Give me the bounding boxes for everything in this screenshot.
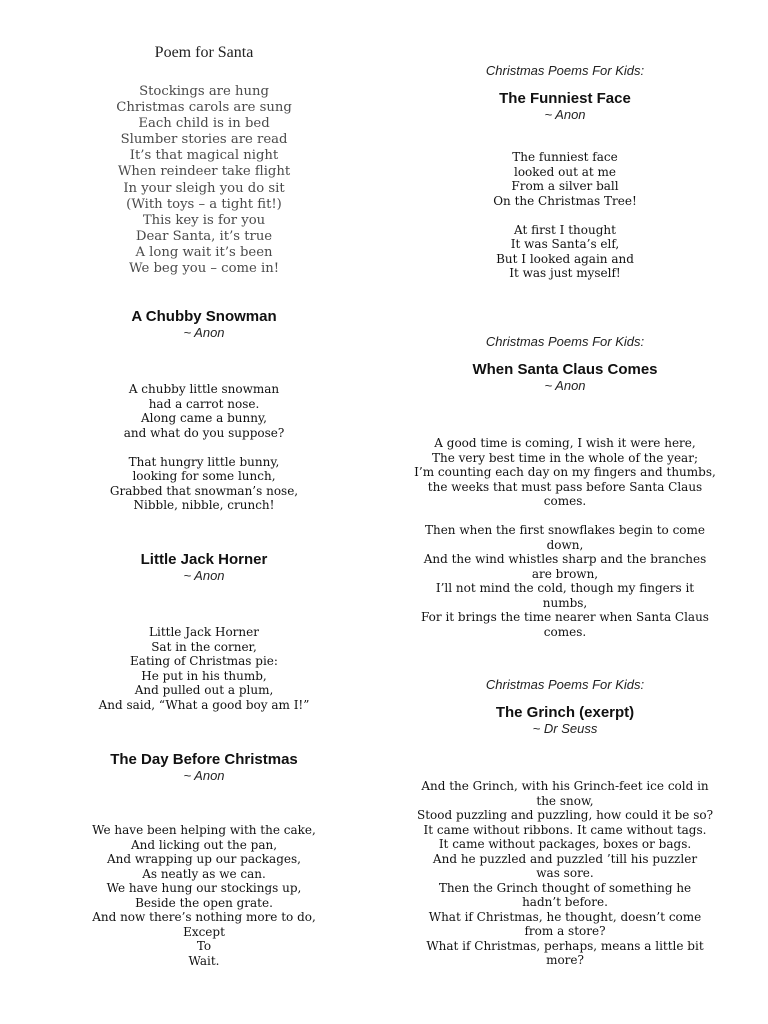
poem-line: Christmas carols are sung — [116, 100, 292, 116]
poem-line: Slumber stories are read — [120, 132, 288, 148]
poem-line: Stockings are hung — [139, 84, 269, 99]
poem-line: I’ll not mind the cold, though my fingers it numbs, — [435, 581, 695, 610]
stanza-break — [465, 208, 665, 223]
poem-line: And the Grinch, with his Grinch-feet ice cold in the snow, — [421, 779, 709, 808]
poem-line: Beside the open grate. — [135, 895, 273, 910]
poem-line: Along came a bunny, — [141, 411, 267, 425]
section-kicker: Christmas Poems For Kids: — [485, 334, 645, 349]
poem-for-santa — [90, 44, 318, 277]
poem-body — [405, 436, 725, 639]
poem-title: The Funniest Face — [499, 90, 631, 107]
poem-line: Dear Santa, it’s true — [135, 228, 273, 244]
poem-line: In your sleigh you do sit — [123, 180, 285, 196]
poem-body — [90, 823, 318, 968]
section-kicker: Christmas Poems For Kids: — [485, 63, 645, 78]
poem-title: A Chubby Snowman — [131, 308, 277, 325]
poem-line: Each child is in bed — [138, 116, 270, 132]
poem-line: (With toys – a tight fit!) — [126, 196, 282, 212]
poem-line: Then the Grinch thought of something he hadn’t before. — [438, 880, 692, 909]
poem-line: Then when the first snowflakes begin to come down, — [424, 523, 706, 552]
poem-author: ~ Dr Seuss — [532, 721, 598, 736]
poem-line: It came without ribbons. It came without tags. — [423, 822, 707, 837]
funniest-face — [405, 63, 725, 281]
poem-line: From a silver ball — [511, 179, 619, 193]
when-santa-claus-comes — [405, 334, 725, 639]
poem-line: We have been helping with the cake, — [92, 823, 316, 837]
poem-line: We have hung our stockings up, — [106, 881, 302, 895]
stanza-break — [90, 440, 318, 455]
poem-line: Grabbed that snowman’s nose, — [109, 483, 299, 498]
poem-line: I’m counting each day on my fingers and thumbs, — [414, 465, 716, 479]
poem-line: Stood puzzling and puzzling, how could it be so? — [416, 808, 714, 822]
poem-line: What if Christmas, he thought, doesn’t come from a store? — [428, 909, 702, 938]
poem-title: The Day Before Christmas — [110, 751, 298, 768]
poem-title: Poem for Santa — [154, 44, 254, 61]
day-before-christmas — [90, 751, 318, 968]
poem-line: had a carrot nose. — [148, 396, 260, 411]
poem-line: A chubby little snowman — [128, 382, 280, 396]
poem-author: ~ Anon — [183, 325, 225, 340]
poem-body — [405, 150, 725, 281]
poem-line: And now there’s nothing more to do, — [92, 910, 316, 924]
poem-line: Eating of Christmas pie: — [130, 654, 278, 668]
stanza-break — [407, 509, 723, 524]
poem-line: On the Christmas Tree! — [493, 193, 637, 208]
poem-author: ~ Anon — [544, 378, 586, 393]
little-jack-horner — [90, 551, 318, 712]
poem-line: Sat in the corner, — [151, 639, 257, 654]
poem-line: And licking out the pan, — [130, 837, 278, 852]
poem-line: It’s that magical night — [129, 148, 279, 164]
poem-line: He put in his thumb, — [141, 668, 267, 683]
poem-line: What if Christmas, perhaps, means a little bit more? — [426, 938, 704, 967]
poem-line: When reindeer take flight — [117, 164, 291, 180]
poem-line: It was just myself! — [509, 266, 621, 280]
the-grinch — [405, 677, 725, 968]
poem-line: Wait. — [188, 953, 220, 968]
poem-title: Little Jack Horner — [140, 551, 268, 568]
poem-line: For it brings the time nearer when Santa Claus comes. — [421, 610, 709, 639]
poem-body — [90, 625, 318, 712]
poem-line: But I looked again and — [496, 251, 634, 266]
poem-line: It came without packages, boxes or bags. — [438, 837, 692, 851]
poem-line: Except — [183, 924, 225, 939]
poem-line: And the wind whistles sharp and the branches are brown, — [423, 552, 707, 581]
poem-body — [90, 382, 318, 513]
poem-body — [405, 779, 725, 968]
poem-line: A long wait it’s been — [135, 244, 273, 260]
poem-author: ~ Anon — [544, 107, 586, 122]
chubby-snowman — [90, 308, 318, 513]
section-kicker: Christmas Poems For Kids: — [485, 677, 645, 692]
poem-line: Nibble, nibble, crunch! — [133, 498, 275, 512]
poem-title: The Grinch (exerpt) — [495, 704, 635, 721]
poem-line: the weeks that must pass before Santa Claus comes. — [427, 479, 703, 508]
poem-line: The funniest face — [512, 150, 618, 164]
poem-line: Little Jack Horner — [149, 625, 259, 639]
poem-line: The very best time in the whole of the year; — [432, 450, 698, 465]
poem-line: looked out at me — [513, 164, 617, 179]
poem-line: To — [196, 939, 212, 953]
poem-line: It was Santa’s elf, — [510, 237, 620, 251]
poem-line: We beg you – come in! — [128, 261, 280, 277]
poem-line: And wrapping up our packages, — [107, 852, 301, 866]
poem-title: When Santa Claus Comes — [472, 361, 658, 378]
poem-author: ~ Anon — [183, 768, 225, 783]
poem-line: At first I thought — [514, 222, 616, 237]
poem-line: A good time is coming, I wish it were here, — [434, 436, 696, 450]
poem-line: This key is for you — [142, 212, 266, 228]
poem-body — [90, 84, 318, 277]
poem-line: And pulled out a plum, — [134, 683, 274, 697]
poem-line: That hungry little bunny, — [128, 454, 280, 469]
poem-line: looking for some lunch, — [132, 469, 276, 483]
poem-author: ~ Anon — [183, 568, 225, 583]
poem-line: and what do you suppose? — [123, 425, 285, 440]
poem-line: And said, “What a good boy am I!” — [98, 697, 310, 712]
poem-line: As neatly as we can. — [142, 866, 266, 881]
poem-line: And he puzzled and puzzled ’till his puzzler was sore. — [432, 851, 698, 880]
